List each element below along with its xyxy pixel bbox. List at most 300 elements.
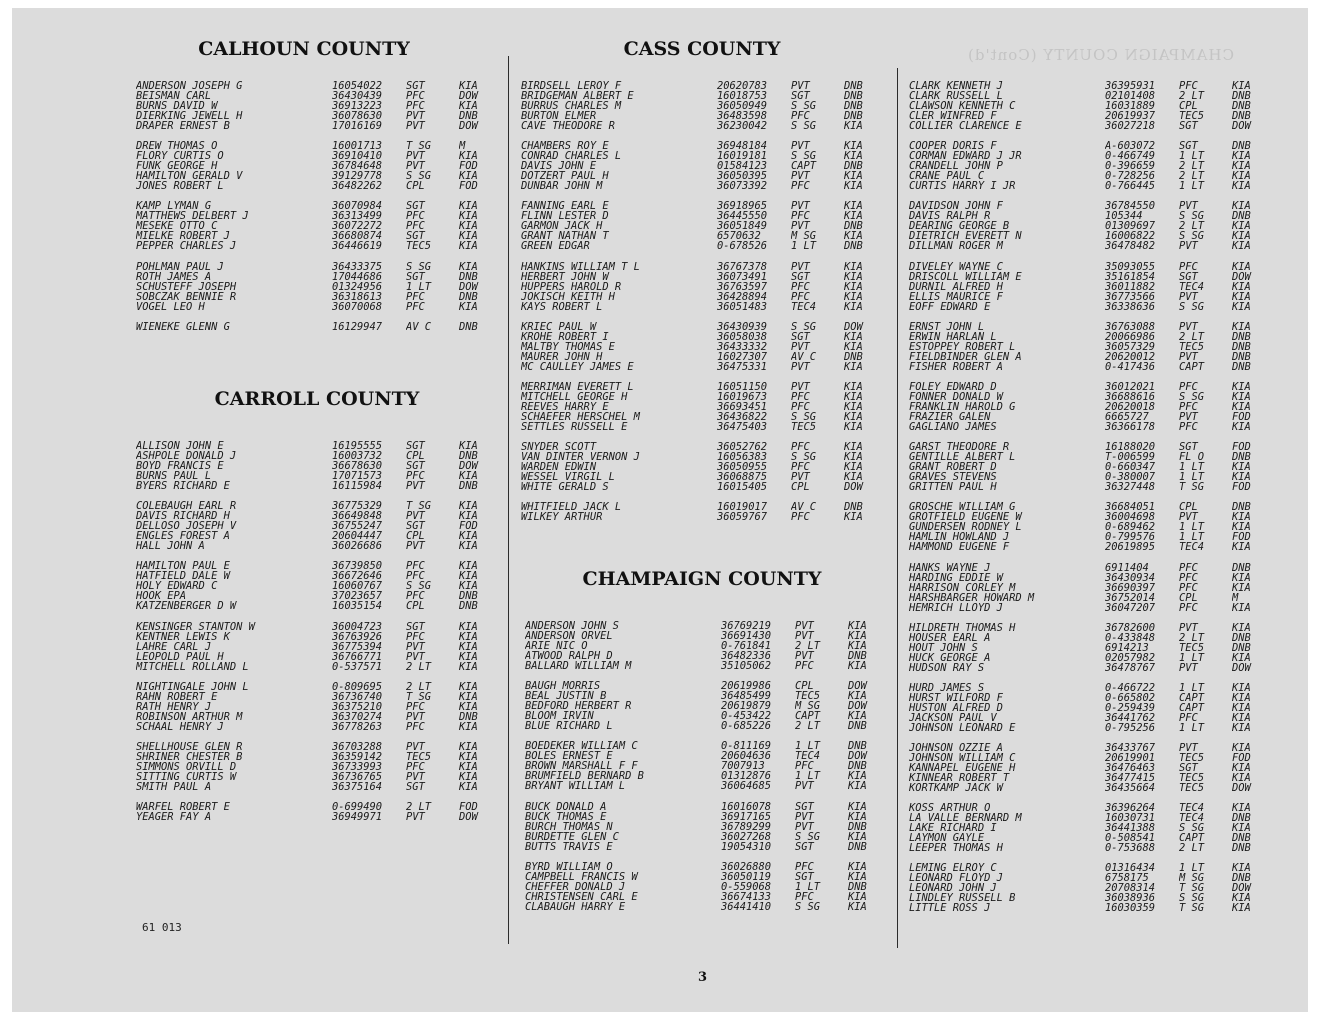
casualty-status: DNB bbox=[844, 351, 863, 362]
casualty-entry bbox=[521, 352, 878, 362]
rank: PVT bbox=[791, 141, 810, 152]
serial-number: 0-417436 bbox=[1105, 361, 1156, 372]
column-divider-right bbox=[897, 68, 898, 948]
rank: CAPT bbox=[1179, 833, 1205, 844]
serial-number: 37023657 bbox=[332, 591, 383, 602]
casualty-name: DOTZERT PAUL H bbox=[521, 171, 609, 182]
serial-number: 36011882 bbox=[1105, 281, 1156, 292]
rank: PVT bbox=[1179, 411, 1198, 422]
casualty-entry bbox=[525, 661, 882, 671]
rank: S SG bbox=[406, 261, 432, 272]
casualty-entry bbox=[909, 262, 1266, 272]
rank: PVT bbox=[1179, 622, 1198, 633]
casualty-status: KIA bbox=[1232, 391, 1251, 402]
casualty-entry bbox=[136, 81, 493, 91]
serial-number: 36739850 bbox=[332, 561, 383, 572]
casualty-name: CLARK RUSSELL L bbox=[909, 91, 1003, 101]
casualty-status: KIA bbox=[459, 261, 478, 272]
casualty-status: KIA bbox=[1232, 231, 1251, 242]
entry-group bbox=[909, 803, 1266, 853]
casualty-name: RATH HENRY J bbox=[136, 701, 212, 712]
rank: SGT bbox=[1179, 141, 1198, 152]
casualty-status: KIA bbox=[1232, 291, 1251, 302]
entry-group bbox=[136, 501, 493, 551]
serial-number: 36038936 bbox=[1105, 893, 1156, 904]
serial-number: 36784550 bbox=[1105, 201, 1156, 212]
heading-champaign-county: CHAMPAIGN COUNTY bbox=[582, 568, 822, 590]
serial-number: 36691430 bbox=[721, 631, 772, 641]
casualty-status: DNB bbox=[1232, 833, 1251, 844]
serial-number: 36476463 bbox=[1105, 763, 1156, 774]
casualty-entry bbox=[521, 121, 878, 131]
casualty-entry bbox=[909, 903, 1266, 913]
casualty-name: HAMILTON PAUL E bbox=[136, 561, 230, 572]
casualty-entry bbox=[136, 531, 493, 541]
casualty-status: KIA bbox=[459, 471, 478, 481]
rank: PFC bbox=[791, 401, 810, 412]
casualty-entry bbox=[909, 512, 1266, 522]
casualty-name: BROWN MARSHALL F F bbox=[525, 761, 638, 772]
serial-number: 36058038 bbox=[717, 331, 768, 342]
casualty-status: KIA bbox=[1232, 512, 1251, 523]
serial-number: 36051849 bbox=[717, 221, 768, 232]
casualty-name: BALLARD WILLIAM M bbox=[525, 661, 632, 671]
casualty-status: KIA bbox=[459, 581, 478, 592]
rank: 2 LT bbox=[1179, 843, 1205, 854]
casualty-name: BURCH THOMAS N bbox=[525, 821, 613, 832]
rank: PFC bbox=[791, 181, 810, 192]
casualty-status: KIA bbox=[844, 211, 863, 222]
serial-number: 36948184 bbox=[717, 141, 768, 152]
casualty-status: KIA bbox=[848, 631, 867, 641]
casualty-status: KIA bbox=[848, 781, 867, 792]
casualty-status: DOW bbox=[459, 121, 478, 131]
casualty-name: WARFEL ROBERT E bbox=[136, 802, 230, 813]
casualty-entry bbox=[136, 91, 493, 101]
serial-number: 01324956 bbox=[332, 281, 383, 292]
rank: PVT bbox=[795, 811, 814, 822]
casualty-entry bbox=[136, 322, 493, 332]
rank: AV C bbox=[791, 351, 817, 362]
casualty-entry bbox=[909, 81, 1266, 91]
casualty-name: BLUE RICHARD L bbox=[525, 721, 613, 732]
serial-number: 0-660347 bbox=[1105, 462, 1156, 473]
casualty-status: KIA bbox=[459, 561, 478, 572]
casualty-name: SHELLHOUSE GLEN R bbox=[136, 741, 243, 752]
casualty-status: DNB bbox=[459, 451, 478, 461]
serial-number: 20619937 bbox=[1105, 111, 1156, 121]
casualty-name: KENSINGER STANTON W bbox=[136, 621, 255, 632]
casualty-entry bbox=[909, 633, 1266, 643]
rank: T SG bbox=[406, 691, 432, 702]
rank: SGT bbox=[406, 621, 425, 632]
casualty-name: COLEBAUGH EARL R bbox=[136, 501, 237, 512]
column-divider-left bbox=[508, 56, 509, 944]
serial-number: 0-809695 bbox=[332, 681, 383, 692]
casualty-name: MATTHEWS DELBERT J bbox=[136, 211, 249, 222]
casualty-entry bbox=[525, 832, 882, 842]
entry-group bbox=[525, 802, 882, 852]
rank: PVT bbox=[1179, 662, 1198, 673]
serial-number: T-006599 bbox=[1105, 452, 1156, 463]
casualty-name: JONES ROBERT L bbox=[136, 181, 224, 192]
casualty-status: KIA bbox=[1232, 281, 1251, 292]
casualty-entry bbox=[136, 471, 493, 481]
serial-number: 36693451 bbox=[717, 401, 768, 412]
serial-number: 6665727 bbox=[1105, 411, 1149, 422]
casualty-name: ROTH JAMES A bbox=[136, 271, 212, 282]
casualty-status: DNB bbox=[1232, 91, 1251, 101]
casualty-status: DNB bbox=[1232, 873, 1251, 884]
serial-number: 01309697 bbox=[1105, 221, 1156, 232]
casualty-name: GRANT ROBERT D bbox=[909, 462, 997, 473]
casualty-status: DNB bbox=[844, 502, 863, 513]
casualty-status: KIA bbox=[459, 101, 478, 111]
rank: T SG bbox=[1179, 883, 1205, 894]
casualty-entry bbox=[525, 631, 882, 641]
serial-number: 0-466749 bbox=[1105, 151, 1156, 162]
casualty-entry bbox=[521, 211, 878, 221]
casualty-status: DNB bbox=[1232, 361, 1251, 372]
casualty-name: NIGHTINGALE JOHN L bbox=[136, 681, 249, 692]
casualty-name: CLARK KENNETH J bbox=[909, 81, 1003, 91]
casualty-name: MITCHELL GEORGE H bbox=[521, 391, 628, 402]
rank: T SG bbox=[406, 141, 432, 152]
rank: S SG bbox=[1179, 391, 1205, 402]
serial-number: 36678630 bbox=[332, 461, 383, 471]
serial-number: 36004698 bbox=[1105, 512, 1156, 523]
casualty-name: KATZENBERGER D W bbox=[136, 601, 237, 612]
casualty-entry bbox=[521, 282, 878, 292]
casualty-status: KIA bbox=[1232, 743, 1251, 754]
casualty-status: KIA bbox=[1232, 401, 1251, 412]
casualty-name: HARSHBARGER HOWARD M bbox=[909, 592, 1035, 603]
casualty-entry bbox=[521, 101, 878, 111]
casualty-entry bbox=[525, 651, 882, 661]
serial-number: 36649848 bbox=[332, 511, 383, 522]
casualty-entry bbox=[521, 91, 878, 101]
casualty-entry bbox=[909, 823, 1266, 833]
entry-group bbox=[136, 622, 493, 672]
rank: M SG bbox=[795, 701, 821, 712]
rank: PFC bbox=[406, 301, 425, 312]
casualty-name: GRITTEN PAUL H bbox=[909, 482, 997, 493]
casualty-name: KENTNER LEWIS K bbox=[136, 631, 230, 642]
casualty-entry bbox=[909, 121, 1266, 131]
rank: PVT bbox=[406, 771, 425, 782]
casualty-status: KIA bbox=[844, 472, 863, 483]
casualty-name: HATFIELD DALE W bbox=[136, 571, 230, 582]
casualty-entry bbox=[521, 382, 878, 392]
casualty-entry bbox=[909, 452, 1266, 462]
rank: PVT bbox=[1179, 241, 1198, 252]
casualty-status: KIA bbox=[1232, 823, 1251, 834]
casualty-name: HARRISON CORLEY M bbox=[909, 582, 1016, 593]
rank: PFC bbox=[791, 391, 810, 402]
serial-number: 36775329 bbox=[332, 501, 383, 512]
rank: PVT bbox=[406, 711, 425, 722]
casualty-entry bbox=[525, 862, 882, 872]
serial-number: 36073392 bbox=[717, 181, 768, 192]
serial-number: 6911404 bbox=[1105, 562, 1149, 573]
serial-number: 36370274 bbox=[332, 711, 383, 722]
rank: PVT bbox=[1179, 512, 1198, 523]
rank: TEC4 bbox=[795, 751, 821, 762]
rank: PFC bbox=[1179, 712, 1198, 723]
casualty-status: KIA bbox=[459, 151, 478, 162]
serial-number: 16030731 bbox=[1105, 813, 1156, 824]
casualty-name: ASHPOLE DONALD J bbox=[136, 451, 237, 461]
casualty-name: LEMING ELROY C bbox=[909, 863, 997, 874]
casualty-entry bbox=[909, 332, 1266, 342]
rank: PFC bbox=[1179, 81, 1198, 91]
casualty-status: DNB bbox=[459, 271, 478, 282]
casualty-entry bbox=[521, 262, 878, 272]
casualty-name: HOUT JOHN S bbox=[909, 642, 978, 653]
serial-number: 0-766445 bbox=[1105, 181, 1156, 192]
casualty-name: CRANE PAUL C bbox=[909, 171, 985, 182]
entry-group bbox=[525, 741, 882, 791]
casualty-name: CHAMBERS ROY E bbox=[521, 141, 609, 152]
casualty-entry bbox=[909, 91, 1266, 101]
casualty-entry bbox=[521, 81, 878, 91]
casualty-name: POHLMAN PAUL J bbox=[136, 261, 224, 272]
casualty-entry bbox=[909, 843, 1266, 853]
casualty-name: DAVIDSON JOHN F bbox=[909, 201, 1003, 212]
serial-number: 36684051 bbox=[1105, 502, 1156, 513]
casualty-name: HUCK GEORGE A bbox=[909, 652, 991, 663]
casualty-name: HAMLIN HOWLAND J bbox=[909, 532, 1010, 543]
entry-group bbox=[521, 201, 878, 251]
rank: 1 LT bbox=[1179, 722, 1205, 733]
casualty-status: KIA bbox=[848, 771, 867, 782]
casualty-name: DUNBAR JOHN M bbox=[521, 181, 603, 192]
casualty-name: MERRIMAN EVERETT L bbox=[521, 381, 634, 392]
casualty-name: MITCHELL ROLLAND L bbox=[136, 661, 249, 672]
serial-number: 7007913 bbox=[721, 761, 765, 772]
casualty-status: DNB bbox=[1232, 141, 1251, 152]
casualty-status: KIA bbox=[459, 651, 478, 662]
serial-number: 0-559068 bbox=[721, 881, 772, 892]
casualty-name: FOLEY EDWARD D bbox=[909, 381, 997, 392]
casualty-entry bbox=[521, 241, 878, 251]
serial-number: 16035154 bbox=[332, 601, 383, 612]
casualty-entry bbox=[909, 773, 1266, 783]
casualty-entry bbox=[909, 803, 1266, 813]
casualty-entry bbox=[909, 783, 1266, 793]
casualty-name: DAVIS RALPH R bbox=[909, 211, 991, 222]
casualty-entry bbox=[909, 412, 1266, 422]
casualty-entry bbox=[909, 763, 1266, 773]
casualty-name: JOHNSON WILLIAM C bbox=[909, 753, 1016, 764]
casualty-name: PEPPER CHARLES J bbox=[136, 241, 237, 252]
casualty-status: KIA bbox=[1232, 602, 1251, 613]
rank: CPL bbox=[406, 601, 425, 612]
champaign-county-continued-list bbox=[909, 81, 1266, 924]
casualty-status: KIA bbox=[459, 511, 478, 522]
casualty-name: BYRD WILLIAM O bbox=[525, 861, 613, 872]
cass-county-list bbox=[521, 81, 878, 533]
entry-group bbox=[136, 141, 493, 191]
serial-number: 36026686 bbox=[332, 541, 383, 552]
serial-number: 36313499 bbox=[332, 211, 383, 222]
casualty-name: KOSS ARTHUR O bbox=[909, 803, 991, 814]
casualty-entry bbox=[909, 502, 1266, 512]
serial-number: 36026880 bbox=[721, 861, 772, 872]
rank: TEC4 bbox=[1179, 281, 1205, 292]
serial-number: 01316434 bbox=[1105, 863, 1156, 874]
casualty-status: KIA bbox=[1232, 682, 1251, 693]
casualty-status: KIA bbox=[848, 831, 867, 842]
serial-number: 36435664 bbox=[1105, 783, 1156, 794]
casualty-entry bbox=[136, 521, 493, 531]
casualty-entry bbox=[909, 643, 1266, 653]
rank: CPL bbox=[1179, 502, 1198, 513]
casualty-entry bbox=[521, 512, 878, 522]
serial-number: 36050955 bbox=[717, 462, 768, 473]
entry-group bbox=[136, 802, 493, 822]
casualty-entry bbox=[136, 231, 493, 241]
casualty-name: DAVIS JOHN E bbox=[521, 161, 597, 172]
rank: TEC5 bbox=[1179, 753, 1205, 764]
serial-number: 0-799576 bbox=[1105, 532, 1156, 543]
rank: S SG bbox=[1179, 823, 1205, 834]
serial-number: 36012021 bbox=[1105, 381, 1156, 392]
casualty-name: CLAWSON KENNETH C bbox=[909, 101, 1016, 111]
casualty-status: KIA bbox=[844, 151, 863, 162]
serial-number: 16003732 bbox=[332, 451, 383, 461]
casualty-name: ENGLES FOREST A bbox=[136, 531, 230, 542]
casualty-entry bbox=[909, 573, 1266, 583]
casualty-status: KIA bbox=[844, 341, 863, 352]
casualty-name: MC CAULLEY JAMES E bbox=[521, 361, 634, 372]
serial-number: 36918965 bbox=[717, 201, 768, 212]
casualty-status: KIA bbox=[1232, 773, 1251, 784]
rank: PVT bbox=[791, 221, 810, 232]
rank: PVT bbox=[406, 812, 425, 823]
casualty-entry bbox=[521, 292, 878, 302]
rank: PVT bbox=[791, 201, 810, 212]
casualty-entry bbox=[909, 873, 1266, 883]
casualty-name: YEAGER FAY A bbox=[136, 812, 212, 823]
casualty-name: HOUSER EARL A bbox=[909, 632, 991, 643]
casualty-entry bbox=[909, 482, 1266, 492]
casualty-name: CHRISTENSEN CARL E bbox=[525, 891, 638, 902]
rank: TEC5 bbox=[1179, 783, 1205, 794]
casualty-entry bbox=[525, 771, 882, 781]
casualty-entry bbox=[521, 472, 878, 482]
serial-number: 19054310 bbox=[721, 841, 772, 852]
casualty-status: KIA bbox=[459, 231, 478, 242]
document-page bbox=[12, 8, 1308, 1012]
casualty-entry bbox=[909, 833, 1266, 843]
serial-number: 6914213 bbox=[1105, 642, 1149, 653]
casualty-name: KANNAPEL EUGENE H bbox=[909, 763, 1016, 774]
casualty-entry bbox=[136, 302, 493, 312]
casualty-entry bbox=[521, 272, 878, 282]
rank: 2 LT bbox=[1179, 221, 1205, 232]
casualty-name: BURNS DAVID W bbox=[136, 101, 218, 111]
casualty-status: FOD bbox=[459, 802, 478, 813]
casualty-name: HILDRETH THOMAS H bbox=[909, 622, 1016, 633]
serial-number: 02101408 bbox=[1105, 91, 1156, 101]
casualty-status: KIA bbox=[1232, 171, 1251, 182]
serial-number: 20619895 bbox=[1105, 542, 1156, 553]
rank: S SG bbox=[1179, 301, 1205, 312]
casualty-entry bbox=[909, 392, 1266, 402]
serial-number: 36763926 bbox=[332, 631, 383, 642]
serial-number: 36433375 bbox=[332, 261, 383, 272]
rank: PVT bbox=[406, 161, 425, 172]
serial-number: 0-811169 bbox=[721, 741, 772, 752]
entry-group bbox=[521, 442, 878, 492]
entry-group bbox=[909, 201, 1266, 251]
serial-number: 20604636 bbox=[721, 751, 772, 762]
serial-number: 36327448 bbox=[1105, 482, 1156, 493]
casualty-name: EOFF EDWARD E bbox=[909, 301, 991, 312]
entry-group bbox=[909, 863, 1266, 913]
casualty-name: KRIEC PAUL W bbox=[521, 321, 597, 332]
casualty-name: DELLOSO JOSEPH V bbox=[136, 521, 237, 532]
casualty-entry bbox=[909, 623, 1266, 633]
serial-number: 16188020 bbox=[1105, 442, 1156, 453]
serial-number: 6758175 bbox=[1105, 873, 1149, 884]
rank: PFC bbox=[406, 571, 425, 582]
rank: SGT bbox=[406, 231, 425, 242]
casualty-name: GARST THEODORE R bbox=[909, 442, 1010, 453]
casualty-name: ANDERSON JOHN S bbox=[525, 621, 619, 631]
casualty-entry bbox=[521, 452, 878, 462]
serial-number: 36027268 bbox=[721, 831, 772, 842]
serial-number: 36070984 bbox=[332, 201, 383, 212]
casualty-name: HALL JOHN A bbox=[136, 541, 205, 552]
casualty-entry bbox=[136, 201, 493, 211]
rank: PFC bbox=[406, 721, 425, 732]
serial-number: 16019017 bbox=[717, 502, 768, 513]
casualty-name: ERWIN HARLAN L bbox=[909, 331, 997, 342]
casualty-entry bbox=[525, 812, 882, 822]
casualty-entry bbox=[525, 781, 882, 791]
serial-number: 0-699490 bbox=[332, 802, 383, 813]
casualty-entry bbox=[909, 181, 1266, 191]
casualty-entry bbox=[909, 563, 1266, 573]
casualty-entry bbox=[909, 883, 1266, 893]
casualty-name: LEONARD JOHN J bbox=[909, 883, 997, 894]
serial-number: 35093055 bbox=[1105, 261, 1156, 272]
casualty-entry bbox=[909, 302, 1266, 312]
serial-number: 16031889 bbox=[1105, 101, 1156, 111]
casualty-entry bbox=[136, 772, 493, 782]
serial-number: 01312876 bbox=[721, 771, 772, 782]
casualty-name: SNYDER SCOTT bbox=[521, 442, 597, 453]
casualty-status: KIA bbox=[1232, 863, 1251, 874]
casualty-status: KIA bbox=[844, 231, 863, 242]
entry-group bbox=[909, 141, 1266, 191]
casualty-entry bbox=[525, 721, 882, 731]
casualty-name: HERBERT JOHN W bbox=[521, 271, 609, 282]
casualty-status: KIA bbox=[1232, 261, 1251, 272]
casualty-status: KIA bbox=[1232, 702, 1251, 713]
rank: PVT bbox=[1179, 321, 1198, 332]
rank: CPL bbox=[406, 451, 425, 461]
rank: 1 LT bbox=[1179, 472, 1205, 483]
serial-number: 0-537571 bbox=[332, 661, 383, 672]
casualty-entry bbox=[136, 272, 493, 282]
casualty-name: DEARING GEORGE B bbox=[909, 221, 1010, 232]
serial-number: 02057982 bbox=[1105, 652, 1156, 663]
rank: S SG bbox=[406, 171, 432, 182]
serial-number: 36338636 bbox=[1105, 301, 1156, 312]
